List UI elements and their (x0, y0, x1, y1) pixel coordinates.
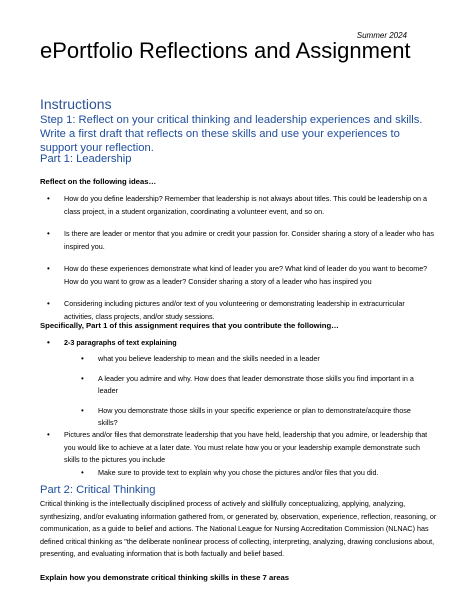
requirement-sub-list (98, 353, 428, 430)
requirement-intro: Specifically, Part 1 of this assignment requires that you contribute the following… (40, 321, 339, 330)
list-item: • what you believe leadership to mean and the skills needed in a leader (98, 353, 428, 366)
list-item: • Make sure to provide text to explain why you chose the pictures and/or files that you did. (98, 467, 428, 480)
list-item: • A leader you admire and why. How does that leader demonstrate those skills you find important in a leader (98, 373, 428, 398)
step1-heading: Step 1: Reflect on your critical thinking and leadership experiences and skills. Write a first draft that reflects on these skills and use your experiences to support your reflection. (40, 114, 423, 154)
list-item: • How do these experiences demonstrate what kind of leader you are? What kind of leader do you want to become? How do you want to grow as a leader? Consider sharing a story of a leader who has inspired you (64, 263, 434, 288)
document-title: ePortfolio Reflections and Assignment (40, 38, 411, 63)
explain-line: Explain how you demonstrate critical thinking skills in these 7 areas (40, 573, 290, 582)
list-item: • Considering including pictures and/or text of you volunteering or demonstrating leadership in extracurricular activities, class projects, and/or study sessions. (64, 298, 434, 323)
reflect-intro: Reflect on the following ideas… (40, 177, 157, 186)
list-item: • 2-3 paragraphs of text explaining (64, 337, 434, 350)
requirement-bullet-list (64, 337, 434, 350)
part1-heading: Part 1: Leadership (40, 153, 132, 165)
part2-heading: Part 2: Critical Thinking (40, 484, 156, 496)
list-item: • Pictures and/or files that demonstrate leadership that you have held, leadership that you admire, or leadership that you would like to achieve at a later date. You must relate how you or your leadership example demonstrate such skills to the pictures you include (64, 429, 434, 467)
list-item: • How you demonstrate those skills in your specific experience or plan to demonstrate/acquire those skills? (98, 405, 428, 430)
semester-label: Summer 2024 (356, 31, 407, 40)
critical-thinking-paragraph: Critical thinking is the intellectually disciplined process of actively and skillfully conceptualizing, applying, analyzing, synthesizing, and/or evaluating information gathered from, or generated by, observation, experience, reflection, reasoning, or communication, as a guide to belief and actions. The National League for Nursing Accreditation Commission (NLNAC) has defined critical thinking as "the deliberate nonlinear process of collecting, interpreting, analyzing, drawing conclusions about, presenting, and evaluating information that is both factually and belief based. (40, 499, 437, 558)
list-item: • How do you define leadership? Remember that leadership is not always about titles. This could be leadership on a class project, in a student organization, coordinating a volunteer event, and so on. (64, 193, 434, 218)
instructions-heading: Instructions (40, 96, 112, 112)
requirement-sub-list-2 (98, 467, 428, 480)
reflect-bullet-list (64, 193, 434, 323)
list-item: • Is there are leader or mentor that you admire or credit your passion for. Consider sharing a story of a leader who has inspired you. (64, 228, 434, 253)
requirement-bullet-list-2 (64, 429, 434, 467)
